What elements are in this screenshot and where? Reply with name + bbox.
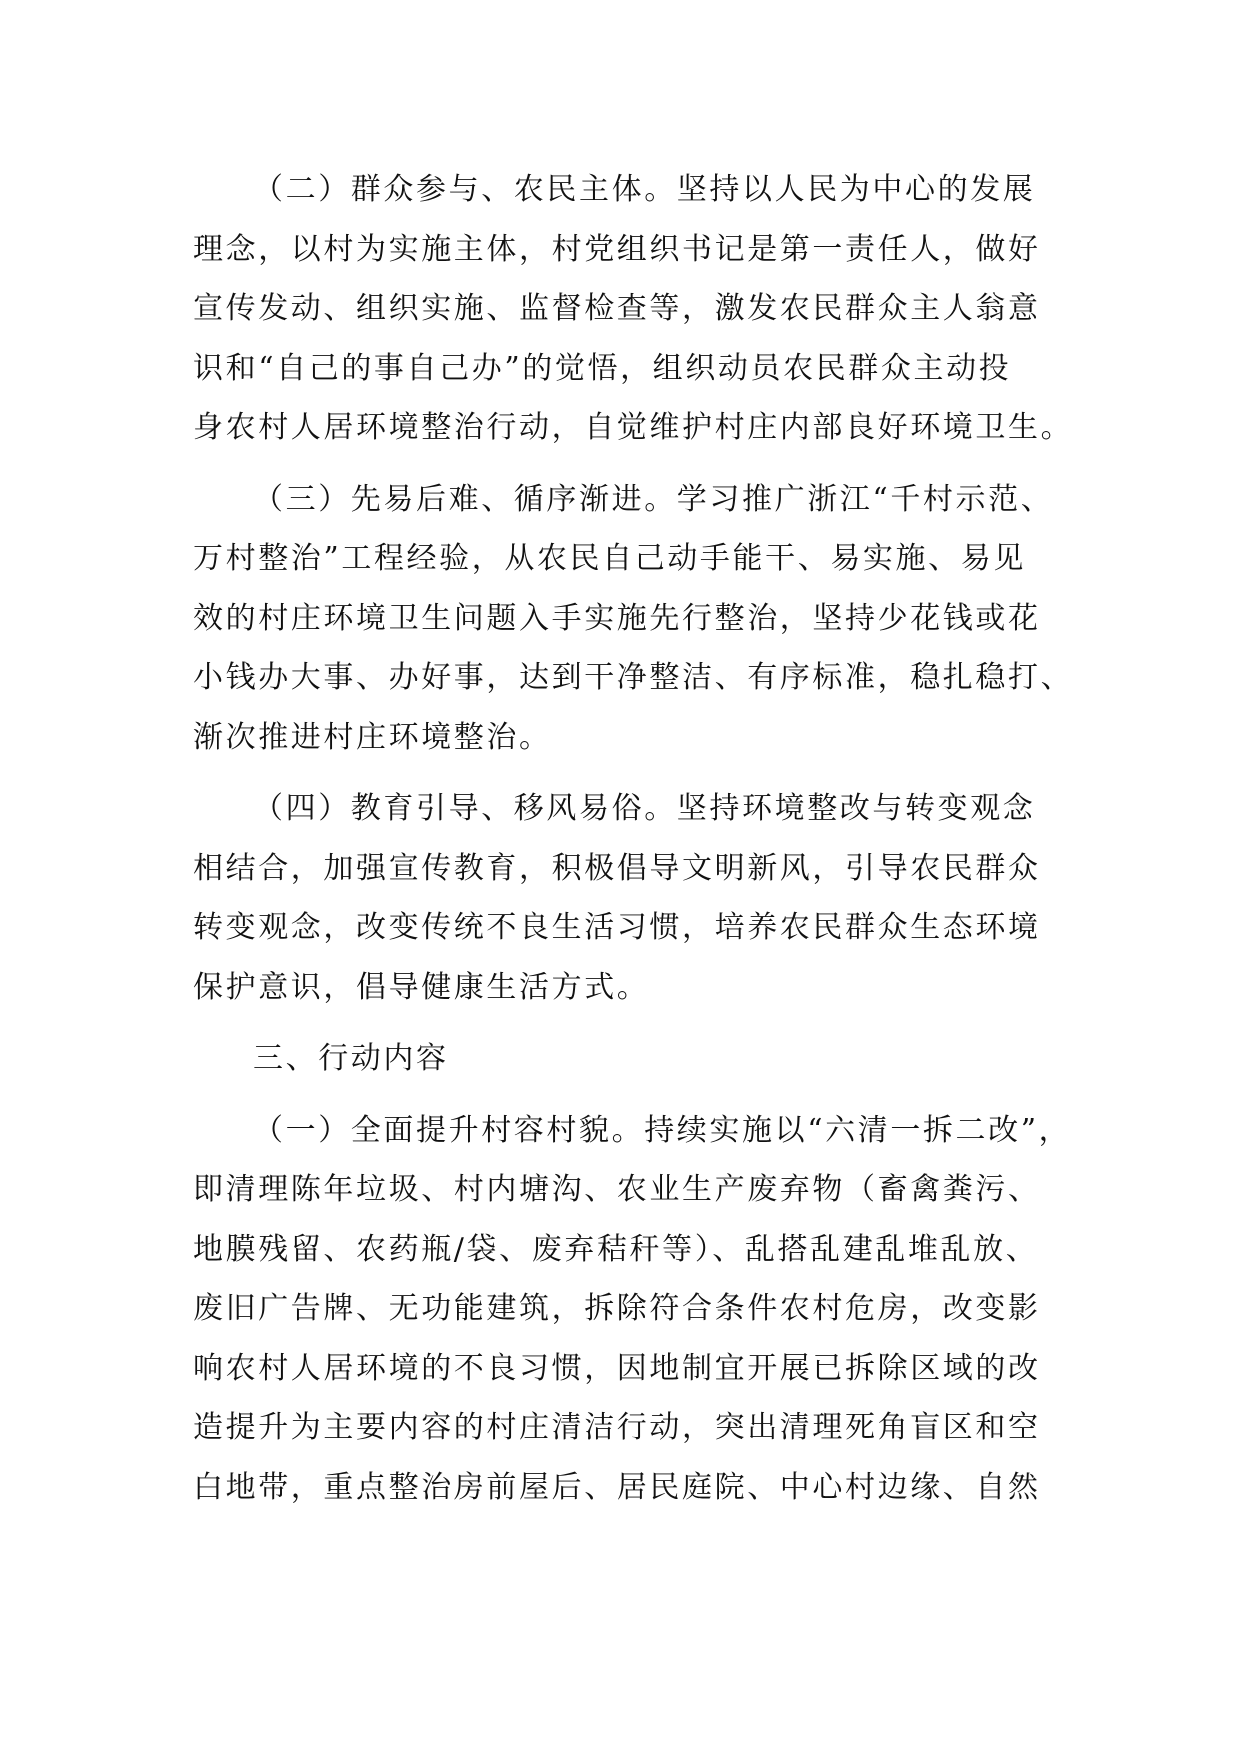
text-line: 白地带，重点整治房前屋后、居民庭院、中心村边缘、自然 — [193, 1469, 1041, 1505]
text-line: （四）教育引导、移风易俗。坚持环境整改与转变观念 — [253, 791, 1036, 826]
text-line: 识和“自己的事自己办”的觉悟，组织动员农民群众主动投 — [193, 350, 1012, 386]
text-line: （三）先易后难、循序渐进。学习推广浙江“千村示范、 — [253, 481, 1054, 517]
text-line: 万村整治”工程经验，从农民自己动手能干、易实施、易见 — [193, 541, 1026, 576]
text-line: 渐次推进村庄环境整治。 — [193, 719, 552, 755]
text-line: 相结合，加强宣传教育，积极倡导文明新风，引导农民群众 — [193, 850, 1041, 886]
text-line: 保护意识，倡导健康生活方式。 — [193, 969, 650, 1005]
text-line: 造提升为主要内容的村庄清洁行动，突出清理死角盲区和空 — [193, 1410, 1041, 1445]
text-line: （一）全面提升村容村貌。持续实施以“六清一拆二改”， — [253, 1112, 1072, 1148]
text-line: 效的村庄环境卫生问题入手实施先行整治，坚持少花钱或花 — [193, 600, 1041, 636]
text-line: （二）群众参与、农民主体。坚持以人民为中心的发展 — [253, 172, 1036, 207]
section-heading — [193, 1029, 1073, 1089]
text-line: 废旧广告牌、无功能建筑，拆除符合条件农村危房，改变影 — [193, 1291, 1041, 1326]
paragraph-action-1 — [193, 1101, 1073, 1518]
paragraph-principle-3 — [193, 470, 1073, 768]
text-line: 小钱办大事、办好事，达到干净整洁、有序标准，稳扎稳打、 — [193, 660, 1074, 695]
text-line: 地膜残留、农药瓶/袋、废弃秸秆等）、乱搭乱建乱堆乱放、 — [193, 1231, 1039, 1267]
heading-text: 三、行动内容 — [253, 1041, 449, 1076]
text-line: 转变观念，改变传统不良生活习惯，培养农民群众生态环境 — [193, 910, 1041, 945]
text-line: 身农村人居环境整治行动，自觉维护村庄内部良好环境卫生。 — [193, 410, 1074, 445]
paragraph-principle-4 — [193, 779, 1073, 1017]
document-body — [193, 160, 1073, 1517]
paragraph-principle-2 — [193, 160, 1073, 458]
text-line: 即清理陈年垃圾、村内塘沟、农业生产废弃物（畜禽粪污、 — [193, 1172, 1041, 1207]
text-line: 宣传发动、组织实施、监督检查等，激发农民群众主人翁意 — [193, 291, 1041, 326]
text-line: 响农村人居环境的不良习惯，因地制宜开展已拆除区域的改 — [193, 1350, 1041, 1386]
text-line: 理念，以村为实施主体，村党组织书记是第一责任人，做好 — [193, 231, 1041, 267]
